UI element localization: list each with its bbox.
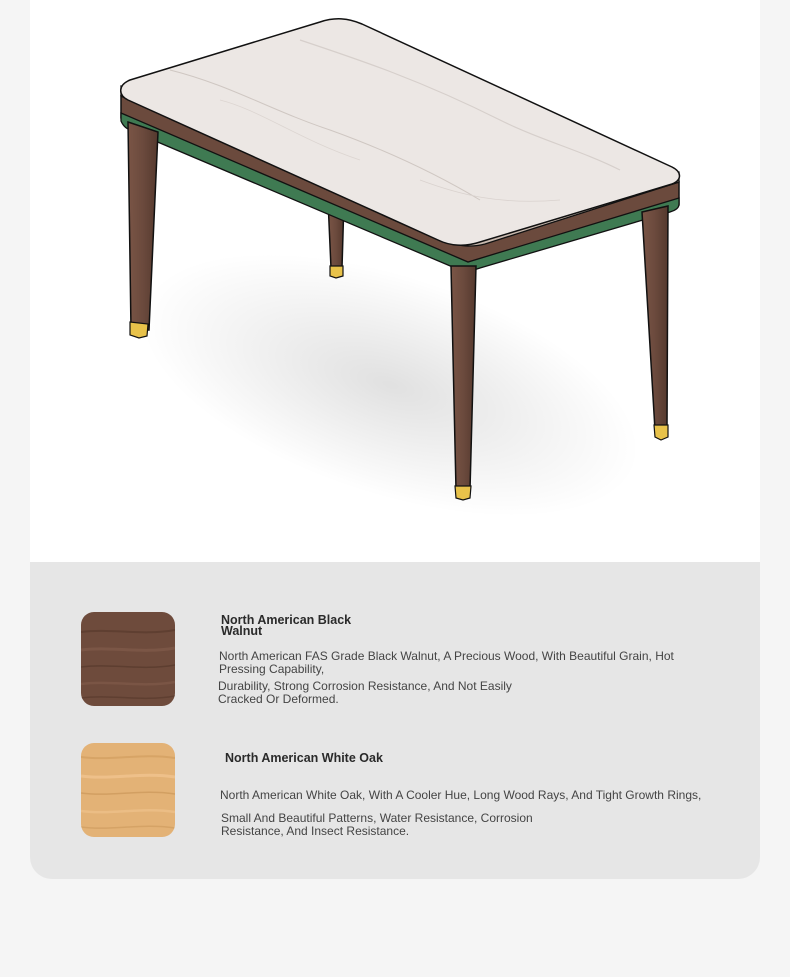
material-desc-line: Cracked Or Deformed. [218,692,339,706]
leg-cap [654,425,668,440]
material-title-white-oak [225,753,383,764]
material-desc-line: North American White Oak, With A Cooler Hue, Long Wood Rays, And Tight Growth Rings, [220,788,702,802]
walnut-wood-swatch [81,612,175,706]
material-desc-line: Pressing Capability, [219,662,325,676]
material-desc-line: North American FAS Grade Black Walnut, A Precious Wood, With Beautiful Grain, Hot [219,649,674,663]
material-desc-white-oak-b [221,812,533,838]
table-shadow [109,200,672,562]
material-title-line: Walnut [221,624,263,638]
leg-cap [455,486,471,500]
leg-cap [130,322,148,338]
white-oak-wood-swatch [81,743,175,837]
materials-panel [30,562,760,879]
material-desc-walnut-a [219,650,674,676]
material-title-line: North American Black [221,613,352,627]
material-title-walnut [221,615,351,637]
leg-cap [330,266,343,278]
product-image-panel [30,0,760,562]
material-desc-line: Durability, Strong Corrosion Resistance, And Not Easily [218,679,512,693]
material-desc-line: Small And Beautiful Patterns, Water Resistance, Corrosion [221,811,533,825]
material-desc-white-oak-a [220,789,701,802]
dining-table-illustration [30,0,760,562]
material-desc-walnut-b [218,680,512,706]
material-title-line: North American White Oak [225,751,383,765]
material-desc-line: Resistance, And Insect Resistance. [221,824,410,838]
table-leg-right [642,206,668,430]
